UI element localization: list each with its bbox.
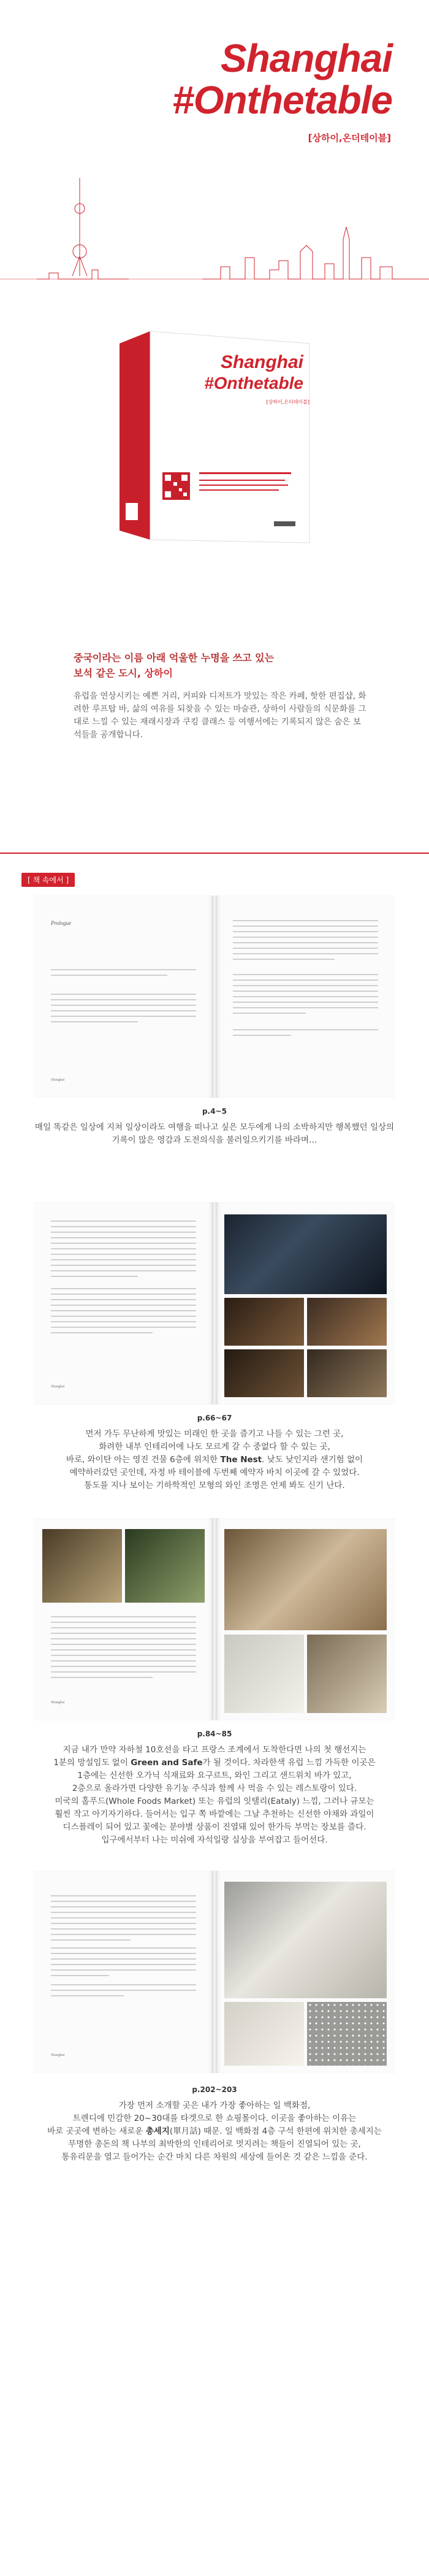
- store-photo: [42, 1529, 122, 1603]
- spread-page-left: [34, 895, 213, 1098]
- spread-page-left: [34, 1871, 213, 2073]
- prologue-label: Prologue: [51, 920, 72, 926]
- excerpt-line: 입구에서부터 나는 미쉬에 자석일랑 실상을 부여잡고 들어선다.: [101, 1835, 328, 1845]
- excerpt-page-number: p.202~203: [192, 2085, 237, 2094]
- food-photo: [307, 1349, 387, 1397]
- excerpt-line: 2층으로 올라가면 다양한 유기농 주식과 함께 사 먹을 수 있는 레스토랑이 있다.: [72, 1784, 357, 1793]
- restaurant-interior-photo: [224, 1214, 387, 1294]
- excerpt-line: 화려한 내부 인테리어에 나도 모르게 갈 수 중없다 할 수 있는 곳,: [99, 1442, 330, 1452]
- brand-mark: Shanghai: [51, 1701, 65, 1704]
- spread-page-right: [216, 1871, 395, 2073]
- main-title-line2: #Onthetable: [172, 78, 392, 122]
- excerpt-page-number: p.4~5: [202, 1107, 227, 1116]
- intro-lead-prefix: 보석 같은 도시,: [74, 667, 141, 679]
- excerpt-highlight: 총세지: [145, 2126, 170, 2136]
- excerpt-line: [31, 1454, 398, 1466]
- excerpt-line: 디스플레이 되어 있고 꽃에는 분야별 상품이 진열돼 있어 한가득 부먹는 장보를 즐다.: [63, 1822, 366, 1832]
- book-cover-title-line2: #Onthetable: [204, 374, 303, 393]
- food-photo: [224, 1298, 304, 1346]
- intro-lead-line1: 중국이라는 이름 아래 억울한 누명을 쓰고 있는: [74, 652, 275, 664]
- excerpt-fragment: (單月話) 때문. 일 백화점 4층 구석 한편에 위치한 총세지는: [169, 2126, 382, 2136]
- excerpt-line: 트렌디에 민감한 20~30대를 타겟으로 한 쇼핑몰이다. 이곳을 좋아하는 이유는: [72, 2114, 357, 2123]
- book-spread-p4-5: [34, 895, 395, 1098]
- shanghai-skyline-illustration: [0, 153, 429, 307]
- excerpt-fragment: 1분의 망설임도 없이: [53, 1758, 128, 1768]
- excerpt-line: 예약하러갔던 곳인데, 자정 바 테이블에 두번째 예약자 바치 이곳에 갈 수 있었다.: [69, 1468, 360, 1478]
- excerpt-text: [31, 1428, 398, 1492]
- food-photo: [307, 1298, 387, 1346]
- brand-mark: Shanghai: [51, 1078, 65, 1082]
- excerpt-line: 1층에는 신선한 오가닉 식재료와 요구르트, 와인 그리고 샌드위치 바가 있고,: [77, 1771, 352, 1781]
- intro-body: 유럽을 연상시키는 예쁜 거리, 커피와 디저트가 맛있는 작은 카페, 핫한 편집샵, 화려한 루프탑 바, 삶의 여유를 되찾을 수 있는 마술관, 상하이 사람들의 식문화를 그대로 느낄 수 있는 재래시장과 쿠킹 클래스 등 여행서에는 기록되지 않은 숨은 보석들을 공개합니다.: [74, 691, 366, 740]
- excerpt-line: 먼저 가두 무난하게 맛있는 미래인 한 곳을 즐기고 나들 수 있는 그런 곳,: [85, 1429, 344, 1439]
- spread-page-left: [34, 1202, 213, 1405]
- main-subtitle: [상하이,온더테이블]: [308, 132, 391, 144]
- spread-page-right: [216, 1518, 395, 1720]
- bookstore-ceiling-photo: [307, 2002, 387, 2066]
- excerpt-line: 무명한 총돈의 책 나부의 최박한의 인테리어로 멋지려는 책들이 진열되어 있는 곳,: [68, 2139, 361, 2149]
- main-title-line1: Shanghai: [220, 36, 392, 80]
- brand-mark: Shanghai: [51, 2053, 65, 2057]
- excerpt-line: 훨씬 작고 아기자기하다. 들어서는 입구 쪽 바깥에는 그날 추천하는 신선한 야채와 과일이: [55, 1809, 374, 1819]
- market-interior-photo: [224, 1529, 387, 1630]
- food-photo: [224, 1349, 304, 1397]
- section-tag: [ 책 속에서 ]: [21, 873, 75, 887]
- book-spread-p66-67: [34, 1202, 395, 1405]
- excerpt-line: [31, 2125, 398, 2138]
- book-spine-title: Shanghai #Onthetable: [152, 399, 161, 470]
- excerpt-fragment: 가 될 것이다. 차라한색 유럽 느낌 가득한 이곳은: [202, 1758, 376, 1768]
- excerpt-line: 통유리문을 열고 들어가는 순간 마치 다른 차원의 세상에 들어온 것 같은 느낌을 준다.: [61, 2152, 368, 2162]
- excerpt-line: 가장 먼저 소개할 곳은 내가 가장 좋아하는 일 백화점,: [118, 2101, 311, 2110]
- excerpt-highlight: The Nest: [220, 1455, 262, 1465]
- excerpt-fragment: 바로 곳곳에 변하는 새로운: [47, 2126, 143, 2136]
- book-spread-p84-85: [34, 1518, 395, 1720]
- spread-page-left: [34, 1518, 213, 1720]
- store-photo: [125, 1529, 205, 1603]
- excerpt-fragment: 바로, 와이탄 아는 영진 건물 6층에 위치한: [66, 1455, 218, 1465]
- intro-lead-line2: [74, 665, 368, 681]
- store-photo: [224, 1635, 304, 1713]
- excerpt-text: [31, 1744, 398, 1847]
- excerpt-line: [31, 1757, 398, 1769]
- brand-mark: Shanghai: [51, 1385, 65, 1389]
- intro-lead: [74, 650, 368, 681]
- section-divider: [0, 853, 429, 854]
- excerpt-text: [31, 2099, 398, 2164]
- book-cover-title-line1: Shanghai: [220, 352, 303, 372]
- excerpt-page-number: p.84~85: [197, 1730, 232, 1738]
- excerpt-line: 미국의 홀푸드(Whole Foods Market) 또는 유럽의 잇탤리(Eataly) 느낌, 그러나 규모는: [55, 1796, 374, 1806]
- excerpt-line: 통도를 지나 보이는 기하학적인 모형의 와인 조명은 언제 봐도 신기 난다.: [84, 1481, 345, 1490]
- excerpt-line: 지금 내가 만약 자하철 10호선을 타고 프랑스 조계에서 도착한다면 나의 첫 행선지는: [63, 1745, 366, 1755]
- excerpt-highlight: Green and Safe: [131, 1758, 203, 1768]
- store-photo: [307, 1635, 387, 1713]
- spread-page-right: [216, 895, 395, 1098]
- intro-lead-highlight: 상하이: [144, 667, 173, 679]
- book-spread-p202-203: [34, 1871, 395, 2073]
- bookstore-photo: [224, 2002, 304, 2066]
- excerpt-text: 매일 똑같은 일상에 지쳐 일상이라도 여행을 떠나고 싶은 모두에게 나의 소박하지만 행복했던 일상의 기록이 많은 영감과 도전의식을 불러일으키기를 바라며…: [34, 1122, 395, 1145]
- bookstore-interior-photo: [224, 1882, 387, 1998]
- book-cover-subtitle: [상하이,온더테이블]: [266, 399, 309, 405]
- excerpt-page-number: p.66~67: [197, 1414, 232, 1422]
- spread-page-right: [216, 1202, 395, 1405]
- excerpt-fragment: . 낮도 낮인지라 샌기험 없이: [262, 1455, 363, 1465]
